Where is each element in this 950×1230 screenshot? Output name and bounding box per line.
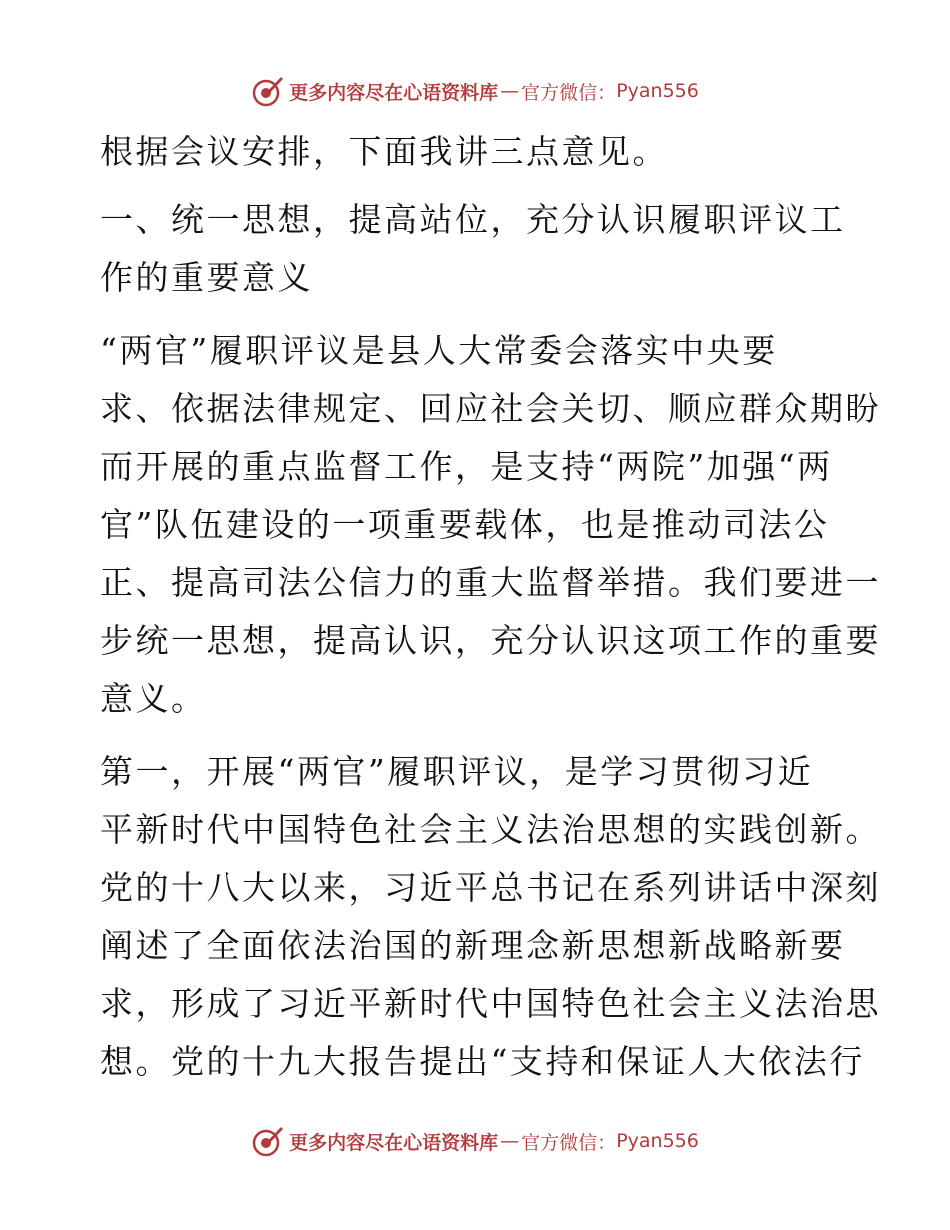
text-line: 求、依据法律规定、回应社会关切、顺应群众期盼 [100, 389, 881, 428]
text-line: 意义。 [100, 679, 207, 718]
banner-wechat-label: 官方微信： [521, 1131, 617, 1154]
banner-wechat-id: Pyan556 [616, 1130, 699, 1152]
banner-brand-text: 更多内容尽在心语资料库 [289, 81, 499, 104]
text-line: 步统一思想，提高认识，充分认识这项工作的重要 [100, 621, 881, 660]
text-line: 党的十八大以来，习近平总书记在系列讲话中深刻 [100, 868, 881, 907]
footer-banner [0, 1121, 950, 1161]
text-line: 官”队伍建设的一项重要载体，也是推动司法公 [100, 505, 830, 544]
section-heading: 作的重要意义 [100, 258, 313, 297]
text-line: 平新时代中国特色社会主义法治思想的实践创新。 [100, 810, 881, 849]
text-line: 正、提高司法公信力的重大监督举措。我们要进一 [100, 563, 881, 602]
text-line: 而开展的重点监督工作，是支持“两院”加强“两 [100, 447, 833, 486]
text-line: 阐述了全面依法治国的新理念新思想新战略新要 [100, 926, 846, 965]
header-banner [0, 71, 950, 111]
quill-logo-icon [251, 74, 285, 108]
banner-wechat-label: 官方微信： [521, 81, 617, 104]
text-line: 第一，开展“两官”履职评议，是学习贯彻习近 [100, 752, 814, 791]
banner-separator: — [500, 1130, 520, 1152]
text-line: “两官”履职评议是县人大常委会落实中央要 [100, 331, 778, 370]
text-line: 想。党的十九大报告提出“支持和保证人大依法行 [100, 1042, 865, 1081]
text-line: 求，形成了习近平新时代中国特色社会主义法治思 [100, 984, 881, 1023]
text-line: 根据会议安排，下面我讲三点意见。 [100, 132, 668, 171]
banner-brand-text: 更多内容尽在心语资料库 [289, 1131, 499, 1154]
section-heading: 一、统一思想，提高站位，充分认识履职评议工 [100, 200, 846, 239]
banner-wechat-id: Pyan556 [616, 80, 699, 102]
quill-logo-icon [251, 1124, 285, 1158]
banner-separator: — [500, 80, 520, 102]
